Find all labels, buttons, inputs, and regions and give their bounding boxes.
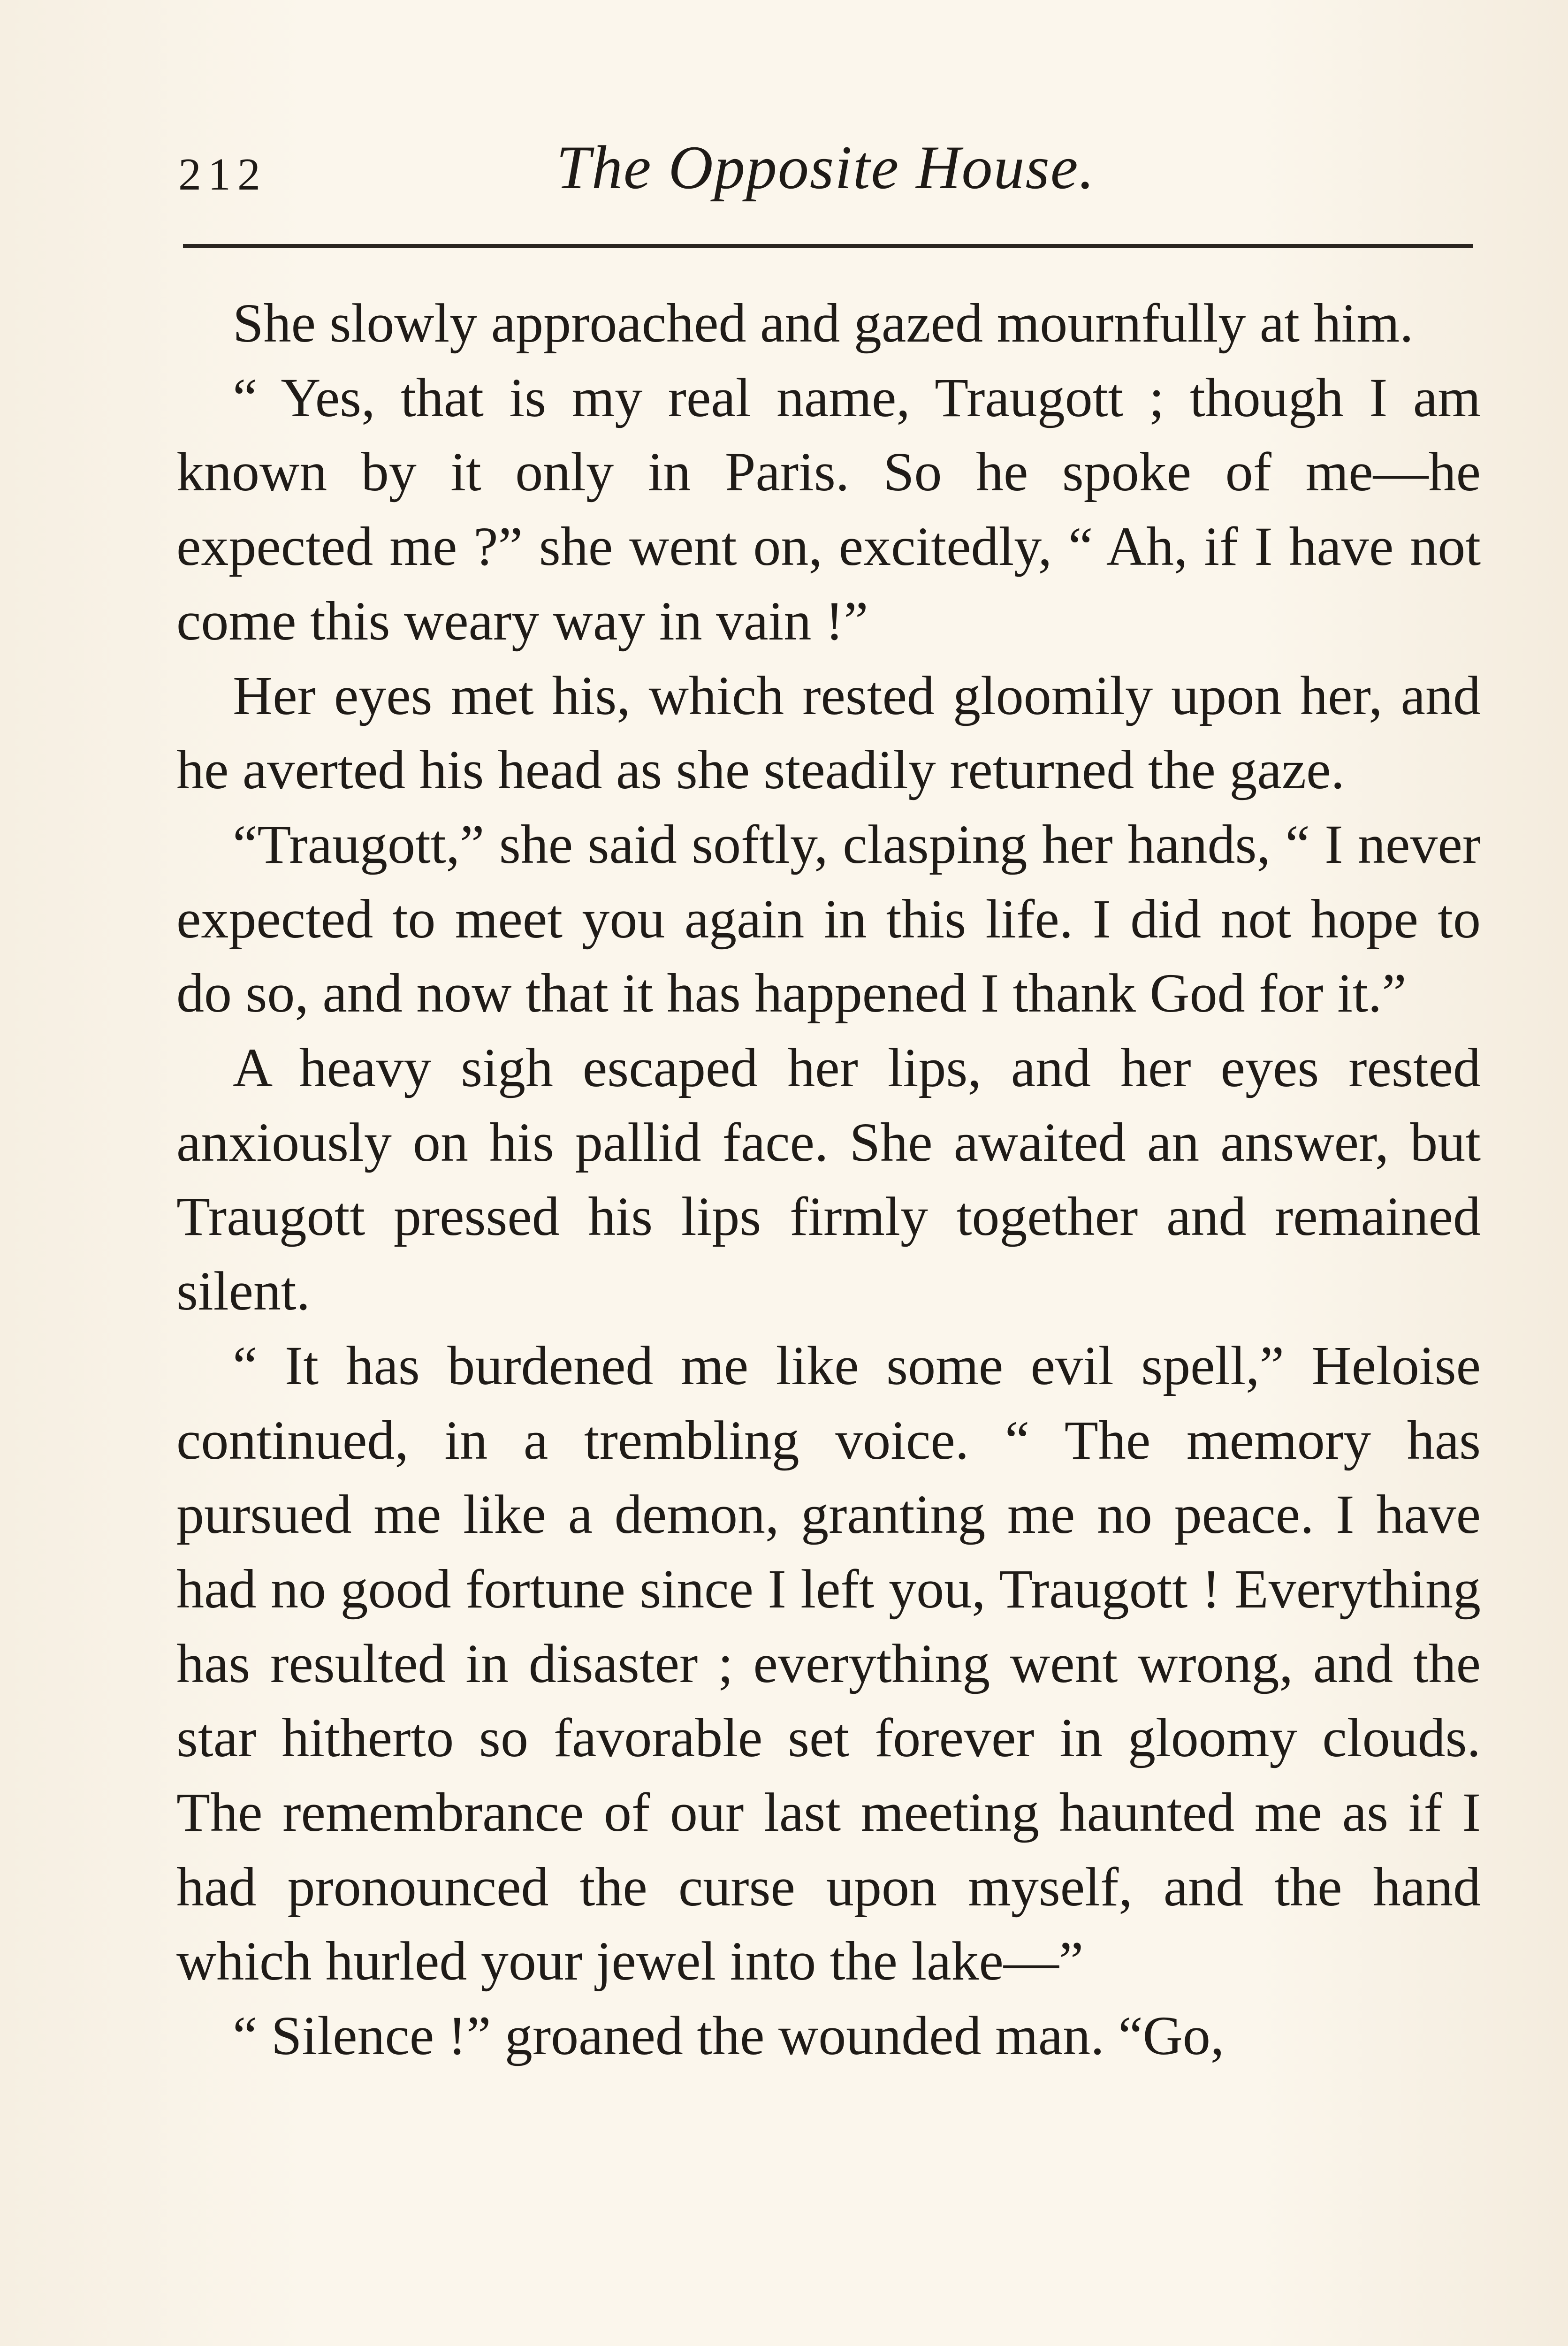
paragraph-5: A heavy sigh escaped her lips, and her eyes rested anxiously on his pallid face. She awaited an answer, but Traugott pressed his lips firmly together and remained silent.	[176, 1037, 1481, 1322]
page-header	[178, 131, 1473, 206]
paragraph-6: “ It has burdened me like some evil spell,” Heloise continued, in a trembling voice. “ The memory has pursued me like a demon, granting me no peace. I have had no good fortune since I left you, Traugott ! Everything has resulted in disaster ; everything went wrong, and the star hitherto so favorable set forever in gloomy clouds. The remembrance of our last meeting haunted me as if I had pronounced the curse upon myself, and the hand which hurled your jewel into the lake—”	[176, 1334, 1481, 1992]
paragraph-4: “Traugott,” she said softly, clasping her hands, “ I never expected to meet you again in this life. I did not hope to do so, and now that it has happened I thank God for it.”	[176, 813, 1481, 1024]
page-number: 212	[178, 149, 267, 200]
running-title: The Opposite House.	[556, 133, 1096, 202]
paragraph-2: “ Yes, that is my real name, Traugott ; though I am known by it only in Paris. So he spoke of me—he expected me ?” she went on, excitedly, “ Ah, if I have not come this weary way in vain !”	[176, 366, 1481, 652]
paragraph-1: She slowly approached and gazed mournfully at him.	[233, 292, 1414, 354]
paragraph-3: Her eyes met his, which rested gloomily upon her, and he averted his head as she steadily returned the gaze.	[176, 664, 1481, 801]
body-text	[176, 286, 1481, 2073]
paragraph-7: “ Silence !” groaned the wounded man. “Go,	[233, 2005, 1225, 2067]
header-rule	[183, 244, 1473, 248]
